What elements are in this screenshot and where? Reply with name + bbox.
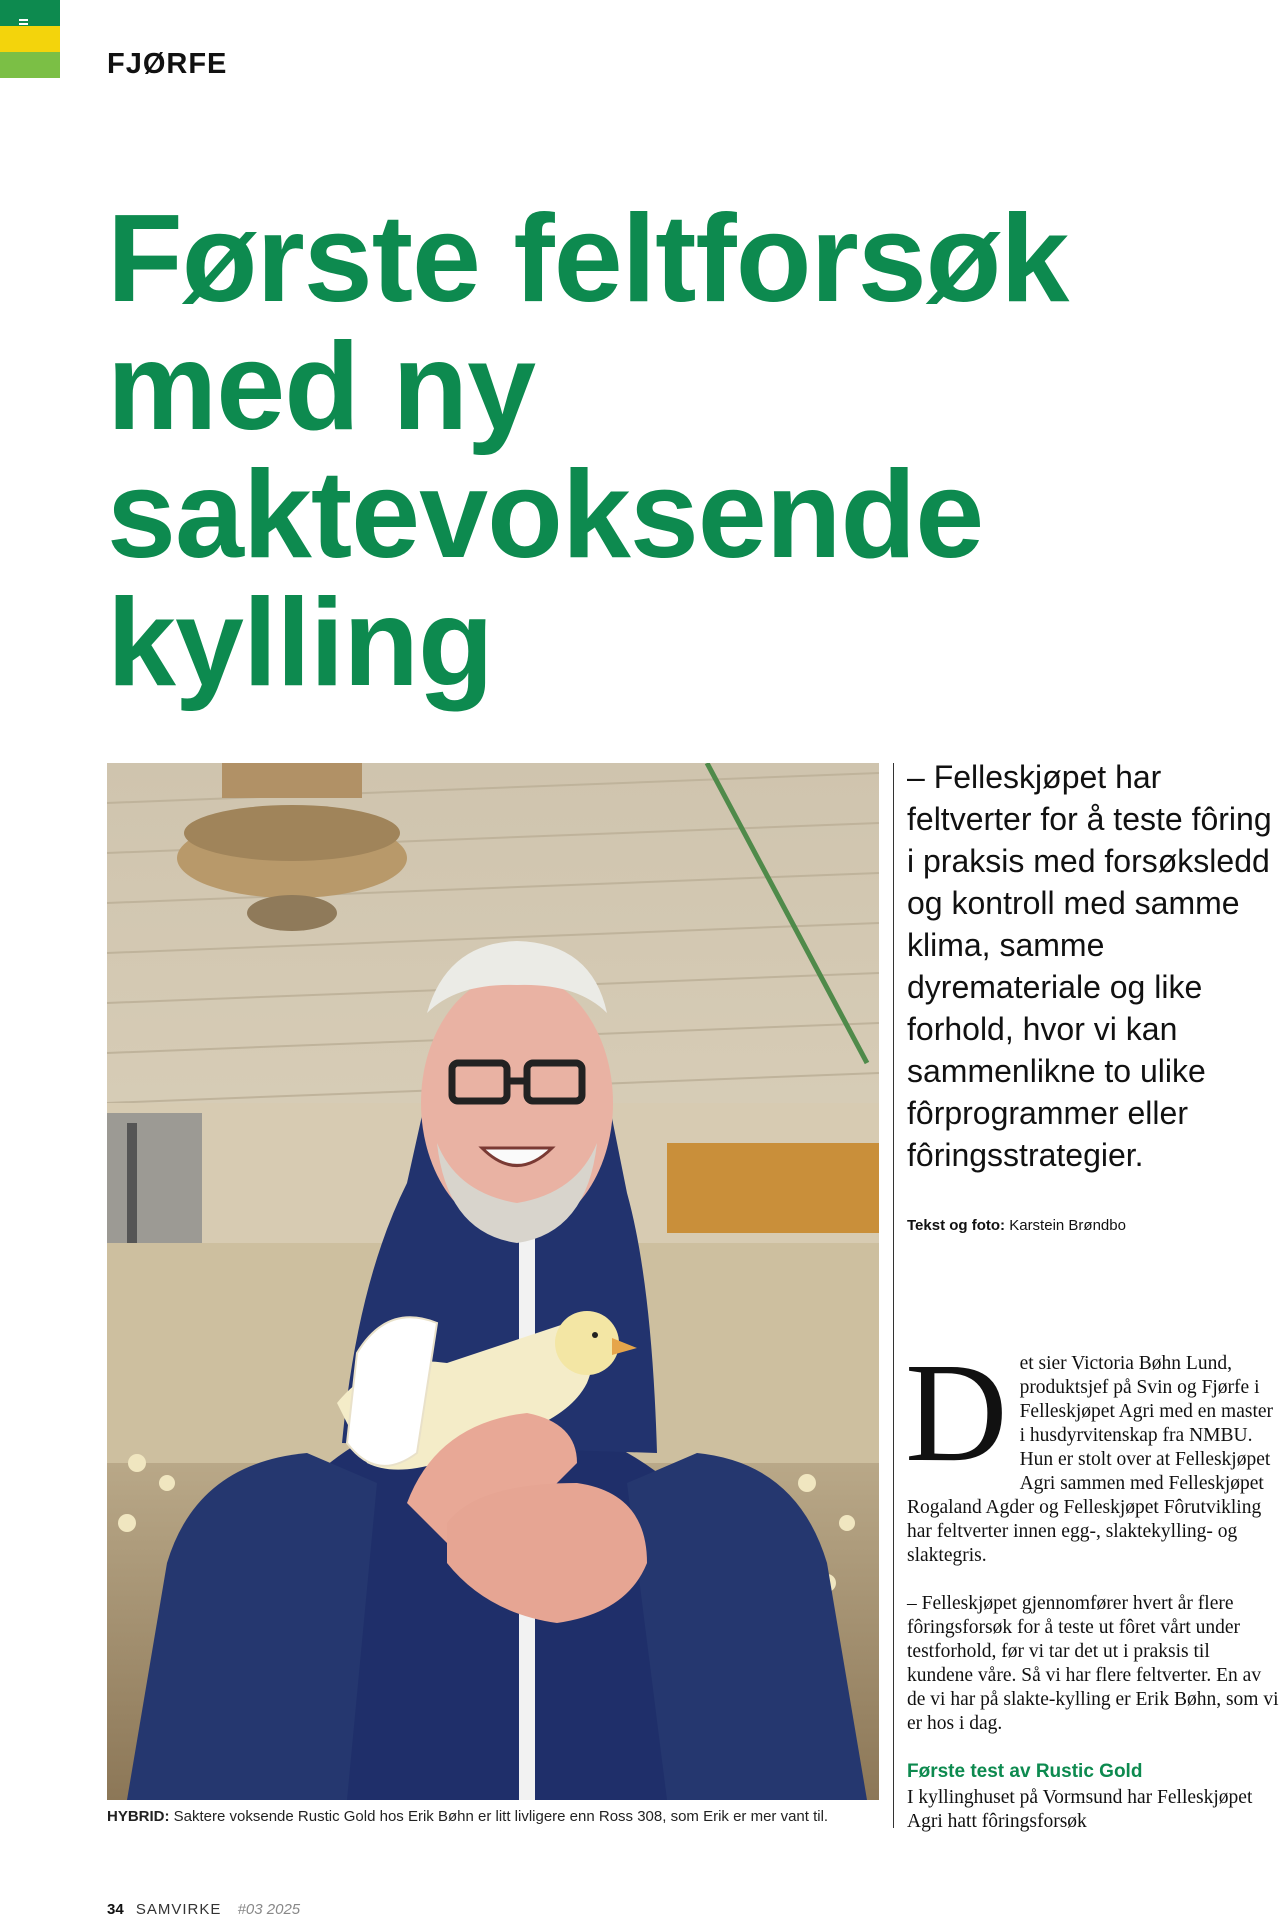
page-title: Første feltforsøk med ny saktevoksende kylling xyxy=(107,190,1069,712)
logo-stripe-yellow xyxy=(0,26,60,52)
body-paragraph-3: I kyllinghuset på Vormsund har Felleskjøpet Agri hatt fôringsforsøk xyxy=(907,1787,1253,1832)
section-label: FJØRFE xyxy=(107,48,228,80)
byline xyxy=(907,1217,1126,1234)
article-photo xyxy=(107,763,879,1800)
photo-caption xyxy=(107,1808,887,1825)
page-footer xyxy=(107,1901,300,1918)
drop-cap: D xyxy=(905,1333,1008,1491)
column-divider xyxy=(893,763,894,1828)
byline-label: Tekst og foto: xyxy=(907,1217,1006,1234)
pull-quote: – Felleskjøpet har feltverter for å teste fôring i praksis med forsøksledd og kontroll med samme klima, samme dyremateriale og like forhold, hvor vi kan sammenlikne to ulike fôrprogrammer eller fôringsstrategier. xyxy=(907,759,1272,1173)
body-paragraph-2: – Felleskjøpet gjennomfører hvert år flere fôringsforsøk for å teste ut fôret vårt under testforhold, før vi tar det ut i praksis til kundene våre. Så vi har flere feltverter. En av de vi har på slakte-kylling er Erik Bøhn, som vi er hos i dag. xyxy=(907,1593,1279,1734)
body-paragraph-1 xyxy=(905,1333,1279,1568)
logo-stripe-lightgreen xyxy=(0,52,60,78)
caption-label: HYBRID: xyxy=(107,1808,170,1825)
page-number: 34 xyxy=(107,1901,124,1918)
body-paragraph-1-text: et sier Victoria Bøhn Lund, produktsjef på Svin og Fjørfe i Felleskjøpet Agri med en master i husdyrvitenskap fra NMBU. Hun er stolt over at Felleskjøpet Agri sammen med Felleskjøpet Rogaland Agder og Felleskjøpet Fôrutvikling har feltverter innen egg-, slaktekylling- og slaktegris. xyxy=(907,1353,1274,1566)
logo-stripe-green xyxy=(0,0,60,26)
byline-name: Karstein Brøndbo xyxy=(1009,1217,1126,1234)
magazine-name: SAMVIRKE xyxy=(135,1901,222,1918)
issue-number: #03 2025 xyxy=(237,1901,301,1918)
menu-icon xyxy=(19,19,28,25)
subheading: Første test av Rustic Gold xyxy=(907,1761,1143,1782)
article-body xyxy=(905,1333,1279,1858)
caption-text: Saktere voksende Rustic Gold hos Erik Bøhn er litt livligere enn Ross 308, som Erik er mer vant til. xyxy=(173,1808,829,1825)
